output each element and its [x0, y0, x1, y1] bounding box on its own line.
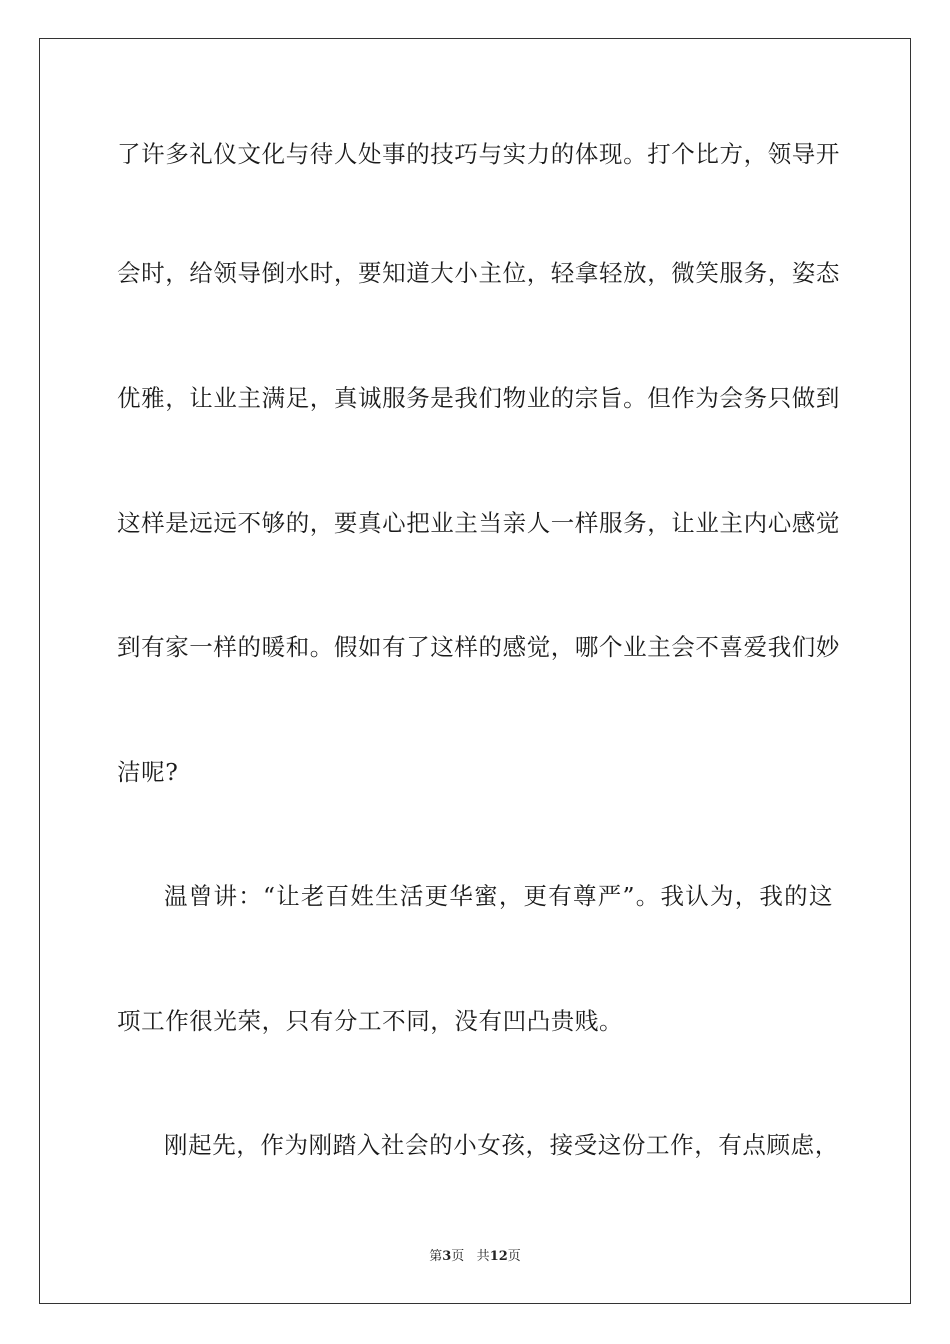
- paragraph-first-line: 温曾讲：“让老百姓生活更华蜜，更有尊严”。我认为，我的这: [164, 882, 833, 910]
- page-label-prefix: 第: [429, 1249, 443, 1264]
- page-footer: [0, 1248, 950, 1266]
- total-label-prefix: 共: [476, 1249, 490, 1264]
- total-pages: 12: [489, 1249, 508, 1264]
- text-line: 项工作很光荣，只有分工不同，没有凹凸贵贱。: [117, 1007, 624, 1035]
- page-label-suffix: 页: [451, 1249, 465, 1264]
- page-number: 3: [442, 1249, 452, 1264]
- paragraph-first-line: 刚起先，作为刚踏入社会的小女孩，接受这份工作，有点顾虑，: [164, 1131, 839, 1159]
- page-border: [39, 38, 911, 1304]
- text-line: 洁呢?: [117, 758, 179, 786]
- text-line: 会时，给领导倒水时，要知道大小主位，轻拿轻放，微笑服务，姿态: [117, 259, 840, 287]
- text-line: 到有家一样的暖和。假如有了这样的感觉，哪个业主会不喜爱我们妙: [117, 633, 840, 661]
- total-label-suffix: 页: [507, 1249, 521, 1264]
- text-line: 这样是远远不够的，要真心把业主当亲人一样服务，让业主内心感觉: [117, 509, 840, 537]
- text-line: 优雅，让业主满足，真诚服务是我们物业的宗旨。但作为会务只做到: [117, 384, 840, 412]
- text-line: 了许多礼仪文化与待人处事的技巧与实力的体现。打个比方，领导开: [117, 140, 840, 168]
